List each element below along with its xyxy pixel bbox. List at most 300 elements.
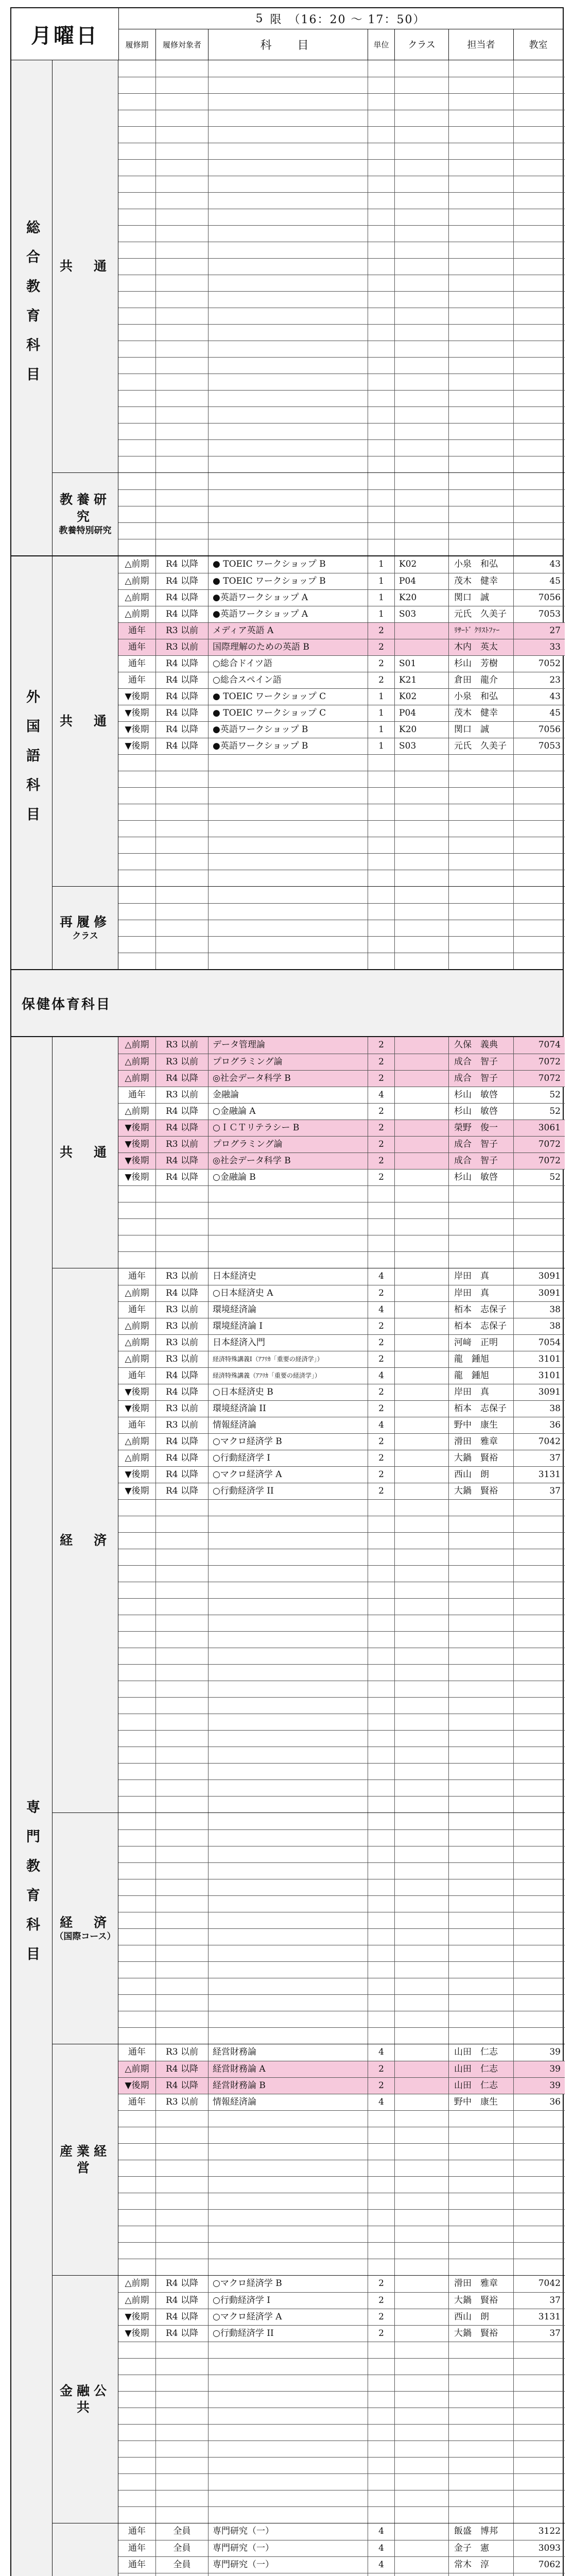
cell-room — [513, 1714, 565, 1730]
cell-credit: 1 — [368, 722, 394, 738]
cell-credit — [368, 1648, 394, 1664]
cell-credit: 2 — [368, 1450, 394, 1466]
cell-class — [394, 176, 448, 192]
cell-teacher — [448, 1516, 513, 1532]
table-row — [118, 1681, 565, 1697]
cell-target — [155, 1764, 208, 1780]
cell-teacher: 栢本 志保子 — [448, 1302, 513, 1318]
cell-class — [394, 1318, 448, 1334]
cell-class — [394, 854, 448, 870]
cell-target — [155, 1912, 208, 1928]
table-row — [118, 423, 565, 439]
cell-subject — [208, 1995, 368, 2011]
cell-subject — [208, 2458, 368, 2473]
cell-class — [394, 374, 448, 390]
cell-target: R4 以降 — [155, 1450, 208, 1466]
cell-subject: ○マクロ経済学 B — [208, 1434, 368, 1450]
cell-teacher — [448, 1945, 513, 1961]
table-row — [118, 1054, 565, 1070]
cell-term — [118, 1995, 155, 2011]
cell-credit: 2 — [368, 1351, 394, 1367]
cell-term: ▼後期 — [125, 741, 149, 751]
cell-class — [394, 2243, 448, 2259]
cell-subject — [208, 242, 368, 258]
cell-credit: 2 — [368, 2078, 394, 2094]
cell-subject — [208, 1681, 368, 1697]
cell-target: R4 以降 — [155, 1104, 208, 1120]
cell-target: R3 以前 — [155, 1401, 208, 1417]
table-row — [118, 159, 565, 176]
cell-teacher: 金子 憲 — [448, 2540, 513, 2556]
cell-target: R3 以前 — [155, 1302, 208, 1318]
cell-credit — [368, 1813, 394, 1829]
cell-room — [513, 1615, 565, 1631]
cell-room — [513, 242, 565, 258]
cell-class — [394, 1186, 448, 1202]
table-row — [118, 1730, 565, 1747]
cell-room — [513, 1632, 565, 1648]
cell-subject — [208, 292, 368, 308]
cell-subject — [208, 176, 368, 192]
cell-term — [118, 788, 155, 804]
cell-teacher — [448, 127, 513, 143]
cell-teacher — [448, 506, 513, 522]
cell-teacher — [448, 1599, 513, 1615]
subsection — [53, 1037, 565, 1268]
cell-teacher — [448, 2342, 513, 2358]
cell-class — [394, 2425, 448, 2441]
cell-room: 52 — [513, 1087, 565, 1103]
cell-term — [118, 1945, 155, 1961]
cell-room — [513, 2573, 565, 2576]
subsection-label — [53, 887, 118, 969]
table-row — [118, 1417, 565, 1433]
cell-target — [155, 1500, 208, 1516]
cell-credit: 2 — [368, 1434, 394, 1450]
cell-target — [155, 1533, 208, 1549]
cell-target — [155, 2342, 208, 2358]
cell-teacher — [448, 77, 513, 93]
cell-teacher: 成合 智子 — [448, 1071, 513, 1087]
table-row — [118, 870, 565, 886]
cell-target: R4 以降 — [155, 2276, 208, 2292]
subsection-label-line: 再履修 — [59, 914, 111, 929]
table-row — [118, 1301, 565, 1318]
cell-subject — [208, 275, 368, 291]
cell-teacher — [448, 341, 513, 357]
cell-subject — [208, 1186, 368, 1202]
cell-room — [513, 1582, 565, 1598]
cell-teacher — [448, 2193, 513, 2209]
table-row — [118, 1961, 565, 1978]
cell-credit — [368, 407, 394, 423]
cell-target — [155, 1599, 208, 1615]
cell-class — [394, 1252, 448, 1268]
table-row — [118, 1087, 565, 1103]
cell-subject: 国際理解のための英語 B — [208, 639, 368, 655]
subsection-label-line: 経 済 — [59, 1914, 111, 1930]
subsection — [53, 60, 565, 472]
cell-teacher: 関口 誠 — [448, 722, 513, 738]
category-cell — [11, 556, 53, 969]
cell-target — [155, 226, 208, 242]
cell-teacher — [448, 2177, 513, 2193]
cell-target — [155, 2226, 208, 2242]
cell-target — [155, 292, 208, 308]
cell-credit — [368, 1780, 394, 1796]
category-cell — [11, 60, 53, 555]
table-row — [118, 804, 565, 820]
table-row — [118, 2143, 565, 2160]
cell-subject — [208, 2441, 368, 2457]
cell-target — [155, 127, 208, 143]
cell-class — [394, 143, 448, 159]
cell-teacher: 関口 誠 — [448, 590, 513, 606]
cell-term — [118, 456, 155, 472]
cell-term — [118, 1764, 155, 1780]
cell-target — [155, 1186, 208, 1202]
section — [11, 555, 563, 969]
cell-class — [394, 1302, 448, 1318]
cell-teacher — [448, 1896, 513, 1912]
cell-teacher — [448, 1813, 513, 1829]
cell-class — [394, 1417, 448, 1433]
cell-subject — [208, 920, 368, 936]
table-row — [118, 2490, 565, 2506]
cell-teacher — [448, 407, 513, 423]
cell-class — [394, 456, 448, 472]
table-row — [118, 1169, 565, 1185]
cell-room — [513, 1747, 565, 1763]
table-row — [118, 556, 565, 573]
cell-teacher — [448, 1962, 513, 1978]
cell-credit — [368, 2392, 394, 2408]
cell-class — [394, 2160, 448, 2176]
cell-subject: 専門研究（一） — [208, 2540, 368, 2556]
cell-term — [118, 2111, 155, 2127]
cell-term: △前期 — [125, 1057, 149, 1067]
cell-credit — [368, 804, 394, 820]
cell-credit — [368, 1549, 394, 1565]
cell-term: △前期 — [125, 576, 149, 586]
cell-subject — [208, 1846, 368, 1862]
cell-class — [394, 904, 448, 920]
cell-term — [118, 1797, 155, 1812]
cell-target — [155, 1945, 208, 1961]
cell-term — [118, 2359, 155, 2375]
cell-class — [394, 1054, 448, 1070]
cell-room: 39 — [513, 2061, 565, 2077]
cell-credit — [368, 1912, 394, 1928]
period-number: 5 — [255, 12, 264, 25]
cell-subject: ○マクロ経済学 B — [208, 2276, 368, 2292]
cell-subject: ○総合スペイン語 — [208, 672, 368, 688]
cell-teacher: 龍 鍾旭 — [448, 1368, 513, 1384]
cell-term: ▼後期 — [125, 1156, 149, 1166]
cell-teacher: 西山 朗 — [448, 2309, 513, 2325]
cell-credit — [368, 2243, 394, 2259]
cell-subject — [208, 1219, 368, 1235]
cell-credit: 4 — [368, 1417, 394, 1433]
cell-subject: データ管理論 — [208, 1037, 368, 1054]
cell-teacher: 杉山 敏啓 — [448, 1104, 513, 1120]
cell-teacher — [448, 2210, 513, 2226]
cell-teacher — [448, 1863, 513, 1879]
table-row — [118, 639, 565, 655]
cell-room — [513, 77, 565, 93]
cell-credit — [368, 77, 394, 93]
cell-class — [394, 2078, 448, 2094]
cell-term — [118, 209, 155, 225]
cell-subject: ● TOEIC ワークショップ C — [208, 689, 368, 705]
cell-target: R4 以降 — [155, 1120, 208, 1136]
cell-subject — [208, 490, 368, 506]
cell-class — [394, 1037, 448, 1054]
cell-term — [118, 473, 155, 489]
cell-credit: 4 — [368, 1087, 394, 1103]
cell-target: R3 以前 — [155, 2094, 208, 2110]
cell-credit: 2 — [368, 1120, 394, 1136]
cell-term — [118, 1863, 155, 1879]
cell-room — [513, 259, 565, 275]
cell-teacher: 栢本 志保子 — [448, 1401, 513, 1417]
cell-term: 通年 — [128, 2097, 146, 2107]
cell-teacher — [448, 1582, 513, 1598]
subsection-label — [53, 2276, 118, 2523]
cell-room — [513, 2408, 565, 2424]
table-row — [118, 2094, 565, 2110]
table-row — [118, 489, 565, 506]
cell-term — [118, 771, 155, 787]
table-row — [118, 406, 565, 423]
cell-room — [513, 325, 565, 341]
cell-room — [513, 2425, 565, 2441]
table-row — [118, 1318, 565, 1334]
cell-term — [118, 2408, 155, 2424]
table-row — [118, 110, 565, 126]
cell-credit — [368, 473, 394, 489]
cell-target — [155, 2193, 208, 2209]
cell-teacher: 山田 仁志 — [448, 2044, 513, 2061]
table-row — [118, 1218, 565, 1235]
cell-term — [118, 440, 155, 456]
cell-class — [394, 1714, 448, 1730]
cell-credit — [368, 1615, 394, 1631]
cell-teacher: 滑田 雅章 — [448, 1434, 513, 1450]
cell-target — [155, 1516, 208, 1532]
subsection-label-line: 共 通 — [59, 1144, 111, 1160]
cell-target — [155, 407, 208, 423]
cell-room — [513, 2458, 565, 2473]
cell-target — [155, 506, 208, 522]
cell-credit — [368, 2144, 394, 2160]
cell-target — [155, 2441, 208, 2457]
period-time: （16：20 ～ 17：50） — [288, 13, 426, 26]
cell-room: 38 — [513, 1401, 565, 1417]
cell-subject: プログラミング論 — [208, 1137, 368, 1153]
cell-room — [513, 1863, 565, 1879]
subsection-label — [53, 556, 118, 886]
cell-subject — [208, 259, 368, 275]
table-row — [118, 242, 565, 258]
table-row — [118, 1747, 565, 1763]
table-row — [118, 2110, 565, 2127]
table-row — [118, 1334, 565, 1351]
cell-term: ▼後期 — [125, 2312, 149, 2322]
cell-teacher: 元氏 久美子 — [448, 606, 513, 622]
cell-credit: 2 — [368, 2309, 394, 2325]
col-target: 履修対象者 — [155, 29, 208, 60]
cell-teacher — [448, 226, 513, 242]
cell-term — [118, 2160, 155, 2176]
cell-teacher — [448, 2127, 513, 2143]
cell-term — [118, 904, 155, 920]
cell-subject — [208, 1235, 368, 1251]
table-row — [118, 887, 565, 903]
cell-teacher — [448, 1235, 513, 1251]
cell-class — [394, 1945, 448, 1961]
cell-room — [513, 374, 565, 390]
cell-class — [394, 788, 448, 804]
cell-target — [155, 1615, 208, 1631]
table-row — [118, 2160, 565, 2176]
cell-room — [513, 1846, 565, 1862]
table-row — [118, 2242, 565, 2259]
cell-credit — [368, 2359, 394, 2375]
cell-room — [513, 904, 565, 920]
table-row — [118, 1631, 565, 1648]
table-row — [118, 953, 565, 969]
cell-room — [513, 209, 565, 225]
cell-credit — [368, 325, 394, 341]
cell-term — [118, 953, 155, 969]
table-row — [118, 1862, 565, 1879]
cell-credit — [368, 1202, 394, 1218]
cell-room — [513, 308, 565, 324]
cell-term — [118, 60, 155, 77]
cell-credit — [368, 2507, 394, 2523]
cell-room: 3091 — [513, 1268, 565, 1285]
table-row — [118, 2573, 565, 2576]
cell-subject: ●英語ワークショップ B — [208, 738, 368, 754]
cell-class — [394, 1731, 448, 1747]
cell-room — [513, 2210, 565, 2226]
cell-class — [394, 2044, 448, 2061]
cell-target — [155, 374, 208, 390]
cell-credit — [368, 506, 394, 522]
cell-class — [394, 755, 448, 771]
cell-teacher — [448, 1731, 513, 1747]
cell-target: 全員 — [155, 2540, 208, 2556]
table-row — [118, 1268, 565, 1285]
cell-subject — [208, 2226, 368, 2242]
cell-class — [394, 821, 448, 837]
cell-room — [513, 423, 565, 439]
cell-room — [513, 473, 565, 489]
table-row — [118, 903, 565, 920]
cell-teacher — [448, 143, 513, 159]
cell-credit — [368, 1235, 394, 1251]
cell-room: 7072 — [513, 1153, 565, 1169]
cell-target — [155, 1219, 208, 1235]
cell-teacher: 滑田 雅章 — [448, 2276, 513, 2292]
cell-subject — [208, 804, 368, 820]
cell-term: 通年 — [128, 675, 146, 685]
cell-class — [394, 308, 448, 324]
cell-class — [394, 1995, 448, 2011]
cell-subject — [208, 2160, 368, 2176]
table-row — [118, 1615, 565, 1631]
table-row — [118, 1070, 565, 1087]
cell-class — [394, 1764, 448, 1780]
cell-credit — [368, 2408, 394, 2424]
cell-term: ▼後期 — [125, 1387, 149, 1397]
cell-target — [155, 920, 208, 936]
cell-subject: 経済特殊講義Ⅰ（ｱﾌﾘｶ「重要の経済学」） — [208, 1351, 368, 1367]
cell-target: R4 以降 — [155, 722, 208, 738]
cell-credit — [368, 821, 394, 837]
cell-term — [118, 523, 155, 539]
cell-term: 通年 — [128, 642, 146, 652]
cell-target — [155, 1879, 208, 1895]
cell-room: 7052 — [513, 656, 565, 672]
cell-subject: ● TOEIC ワークショップ B — [208, 556, 368, 573]
table-row — [118, 1466, 565, 1483]
cell-subject — [208, 2507, 368, 2523]
cell-subject — [208, 1747, 368, 1763]
cell-class — [394, 160, 448, 176]
cell-credit — [368, 2441, 394, 2457]
cell-target — [155, 2392, 208, 2408]
cell-target — [155, 391, 208, 406]
cell-room — [513, 2474, 565, 2490]
cell-credit — [368, 1516, 394, 1532]
timetable-page — [10, 7, 564, 2576]
cell-target: R4 以降 — [155, 705, 208, 721]
cell-class — [394, 226, 448, 242]
cell-room — [513, 2226, 565, 2242]
table-row — [118, 275, 565, 291]
col-credit: 単位 — [368, 29, 394, 60]
cell-subject: 環境経済論 — [208, 1302, 368, 1318]
cell-term — [118, 1599, 155, 1615]
table-row — [118, 655, 565, 672]
table-row — [118, 2540, 565, 2556]
cell-subject — [208, 937, 368, 953]
cell-target — [155, 2243, 208, 2259]
cell-term: 通年 — [128, 1420, 146, 1430]
cell-target — [155, 2507, 208, 2523]
cell-credit — [368, 1978, 394, 1994]
cell-term: ▼後期 — [125, 1469, 149, 1480]
cell-teacher — [448, 2259, 513, 2275]
cell-target — [155, 854, 208, 870]
cell-teacher: 小泉 和弘 — [448, 556, 513, 573]
cell-target — [155, 755, 208, 771]
cell-term — [118, 292, 155, 308]
subsection — [53, 886, 565, 969]
cell-target — [155, 904, 208, 920]
table-row — [118, 2441, 565, 2457]
cell-term: △前期 — [125, 1040, 149, 1050]
cell-class — [394, 1632, 448, 1648]
table-row — [118, 2011, 565, 2027]
cell-subject — [208, 755, 368, 771]
cell-room: 3101 — [513, 1368, 565, 1384]
table-row — [118, 2209, 565, 2226]
cell-target — [155, 2160, 208, 2176]
subsection-label-line: 経 済 — [59, 1532, 111, 1548]
